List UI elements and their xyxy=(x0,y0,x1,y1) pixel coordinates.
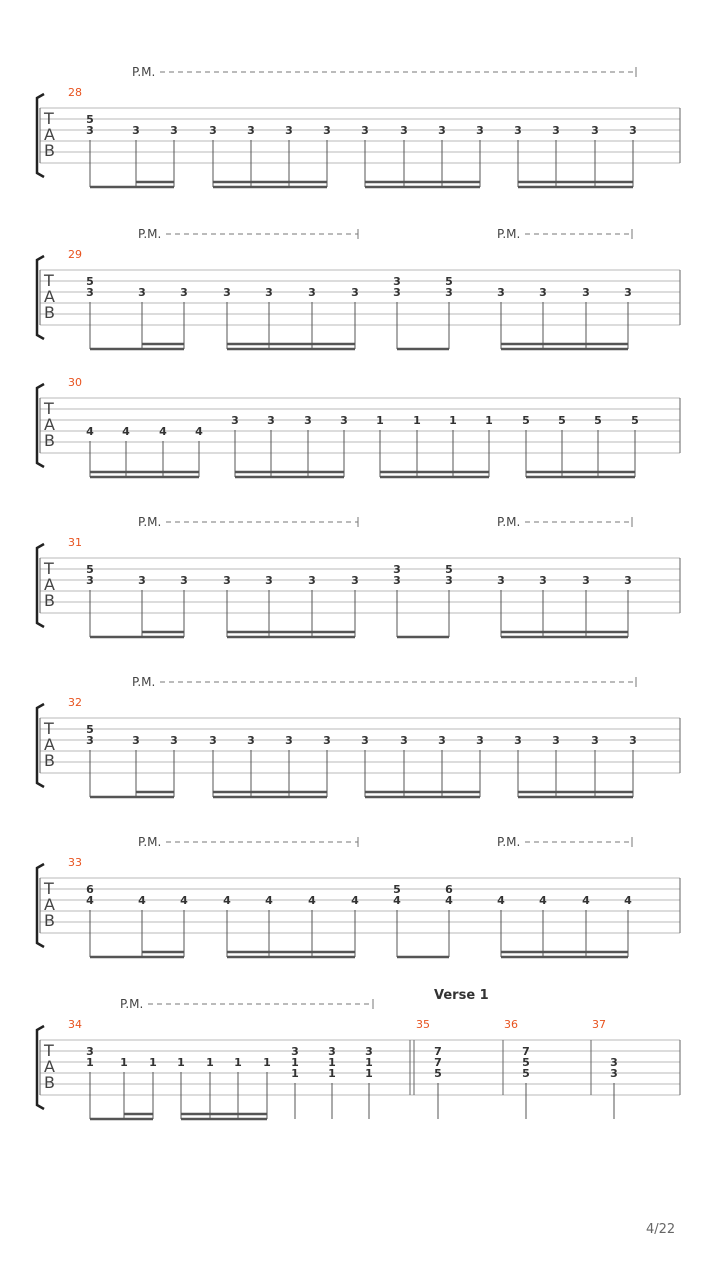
fret-number: 1 xyxy=(86,1056,94,1069)
fret-number: 4 xyxy=(351,894,359,907)
fret-number: 3 xyxy=(304,414,312,427)
tab-letter: T xyxy=(44,1041,54,1060)
tab-letter: B xyxy=(44,141,55,160)
fret-number: 5 xyxy=(86,723,94,736)
fret-number: 3 xyxy=(393,275,401,288)
tab-letter: A xyxy=(44,415,55,434)
fret-number: 3 xyxy=(132,124,140,137)
fret-number: 3 xyxy=(138,574,146,587)
fret-number: 3 xyxy=(308,286,316,299)
fret-number: 4 xyxy=(582,894,590,907)
fret-number: 3 xyxy=(351,286,359,299)
fret-number: 5 xyxy=(631,414,639,427)
fret-number: 3 xyxy=(265,286,273,299)
fret-number: 5 xyxy=(434,1067,442,1080)
fret-number: 1 xyxy=(485,414,493,427)
tab-letter: B xyxy=(44,591,55,610)
fret-number: 5 xyxy=(86,563,94,576)
fret-number: 3 xyxy=(361,734,369,747)
tab-letter: B xyxy=(44,751,55,770)
fret-number: 5 xyxy=(86,275,94,288)
fret-number: 3 xyxy=(552,124,560,137)
fret-number: 7 xyxy=(522,1045,530,1058)
fret-number: 3 xyxy=(629,124,637,137)
palm-mute-label: P.M. xyxy=(120,997,144,1011)
fret-number: 3 xyxy=(86,734,94,747)
fret-number: 4 xyxy=(308,894,316,907)
fret-number: 1 xyxy=(449,414,457,427)
palm-mute-label: P.M. xyxy=(497,227,521,241)
fret-number: 3 xyxy=(308,574,316,587)
fret-number: 3 xyxy=(365,1045,373,1058)
fret-number: 4 xyxy=(159,425,167,438)
measure-number: 31 xyxy=(68,536,82,549)
tab-letter: A xyxy=(44,735,55,754)
tab-letter: T xyxy=(44,399,54,418)
palm-mute-label: P.M. xyxy=(132,65,156,79)
fret-number: 3 xyxy=(539,286,547,299)
fret-number: 3 xyxy=(209,124,217,137)
fret-number: 5 xyxy=(522,1067,530,1080)
fret-number: 3 xyxy=(231,414,239,427)
fret-number: 6 xyxy=(445,883,453,896)
fret-number: 3 xyxy=(445,286,453,299)
measure-number: 29 xyxy=(68,248,82,261)
fret-number: 3 xyxy=(86,286,94,299)
fret-number: 3 xyxy=(180,286,188,299)
fret-number: 1 xyxy=(365,1067,373,1080)
fret-number: 3 xyxy=(86,574,94,587)
fret-number: 3 xyxy=(340,414,348,427)
tab-letter: A xyxy=(44,287,55,306)
tab-letter: B xyxy=(44,431,55,450)
fret-number: 3 xyxy=(209,734,217,747)
tab-letter: B xyxy=(44,1073,55,1092)
fret-number: 3 xyxy=(170,124,178,137)
fret-number: 5 xyxy=(445,275,453,288)
fret-number: 4 xyxy=(393,894,401,907)
fret-number: 3 xyxy=(247,124,255,137)
page-number: 4/22 xyxy=(646,1222,676,1237)
fret-number: 1 xyxy=(177,1056,185,1069)
fret-number: 3 xyxy=(514,734,522,747)
fret-number: 1 xyxy=(234,1056,242,1069)
tab-letter: T xyxy=(44,559,54,578)
fret-number: 3 xyxy=(361,124,369,137)
fret-number: 3 xyxy=(497,574,505,587)
palm-mute-label: P.M. xyxy=(132,675,156,689)
fret-number: 3 xyxy=(328,1045,336,1058)
fret-number: 3 xyxy=(582,574,590,587)
fret-number: 5 xyxy=(445,563,453,576)
fret-number: 3 xyxy=(180,574,188,587)
fret-number: 5 xyxy=(594,414,602,427)
fret-number: 4 xyxy=(445,894,453,907)
fret-number: 3 xyxy=(624,574,632,587)
fret-number: 4 xyxy=(539,894,547,907)
tab-letter: T xyxy=(44,719,54,738)
fret-number: 3 xyxy=(624,286,632,299)
fret-number: 3 xyxy=(610,1056,618,1069)
measure-number: 30 xyxy=(68,376,82,389)
tab-letter: T xyxy=(44,109,54,128)
palm-mute-label: P.M. xyxy=(138,227,162,241)
measure-number: 36 xyxy=(504,1018,518,1031)
fret-number: 3 xyxy=(438,124,446,137)
tab-letter: A xyxy=(44,895,55,914)
fret-number: 3 xyxy=(393,286,401,299)
fret-number: 7 xyxy=(434,1045,442,1058)
tab-letter: A xyxy=(44,575,55,594)
fret-number: 4 xyxy=(223,894,231,907)
fret-number: 5 xyxy=(522,1056,530,1069)
tab-letter: A xyxy=(44,1057,55,1076)
fret-number: 1 xyxy=(120,1056,128,1069)
fret-number: 3 xyxy=(138,286,146,299)
fret-number: 3 xyxy=(323,124,331,137)
fret-number: 7 xyxy=(434,1056,442,1069)
fret-number: 5 xyxy=(393,883,401,896)
fret-number: 4 xyxy=(180,894,188,907)
tab-letter: A xyxy=(44,125,55,144)
measure-number: 28 xyxy=(68,86,82,99)
tab-letter: T xyxy=(44,879,54,898)
fret-number: 3 xyxy=(400,124,408,137)
fret-number: 3 xyxy=(400,734,408,747)
fret-number: 3 xyxy=(438,734,446,747)
fret-number: 1 xyxy=(291,1067,299,1080)
fret-number: 3 xyxy=(132,734,140,747)
measure-number: 32 xyxy=(68,696,82,709)
fret-number: 3 xyxy=(591,124,599,137)
fret-number: 3 xyxy=(86,124,94,137)
fret-number: 3 xyxy=(170,734,178,747)
fret-number: 1 xyxy=(328,1067,336,1080)
fret-number: 3 xyxy=(323,734,331,747)
fret-number: 4 xyxy=(265,894,273,907)
fret-number: 3 xyxy=(610,1067,618,1080)
fret-number: 3 xyxy=(497,286,505,299)
fret-number: 3 xyxy=(285,124,293,137)
fret-number: 3 xyxy=(476,124,484,137)
fret-number: 3 xyxy=(552,734,560,747)
fret-number: 1 xyxy=(413,414,421,427)
fret-number: 3 xyxy=(393,563,401,576)
measure-number: 37 xyxy=(592,1018,606,1031)
palm-mute-label: P.M. xyxy=(138,515,162,529)
fret-number: 1 xyxy=(206,1056,214,1069)
fret-number: 3 xyxy=(591,734,599,747)
fret-number: 3 xyxy=(86,1045,94,1058)
tab-letter: T xyxy=(44,271,54,290)
fret-number: 3 xyxy=(267,414,275,427)
fret-number: 1 xyxy=(365,1056,373,1069)
fret-number: 3 xyxy=(476,734,484,747)
fret-number: 4 xyxy=(86,425,94,438)
fret-number: 6 xyxy=(86,883,94,896)
palm-mute-label: P.M. xyxy=(138,835,162,849)
fret-number: 5 xyxy=(522,414,530,427)
fret-number: 4 xyxy=(195,425,203,438)
fret-number: 3 xyxy=(223,574,231,587)
section-label: Verse 1 xyxy=(434,988,489,1003)
fret-number: 5 xyxy=(558,414,566,427)
fret-number: 3 xyxy=(285,734,293,747)
fret-number: 3 xyxy=(393,574,401,587)
fret-number: 1 xyxy=(263,1056,271,1069)
fret-number: 3 xyxy=(265,574,273,587)
fret-number: 1 xyxy=(328,1056,336,1069)
fret-number: 4 xyxy=(624,894,632,907)
fret-number: 3 xyxy=(247,734,255,747)
fret-number: 3 xyxy=(582,286,590,299)
palm-mute-label: P.M. xyxy=(497,515,521,529)
fret-number: 3 xyxy=(351,574,359,587)
tab-letter: B xyxy=(44,911,55,930)
measure-number: 35 xyxy=(416,1018,430,1031)
measure-number: 33 xyxy=(68,856,82,869)
fret-number: 3 xyxy=(629,734,637,747)
fret-number: 3 xyxy=(539,574,547,587)
fret-number: 5 xyxy=(86,113,94,126)
fret-number: 4 xyxy=(86,894,94,907)
fret-number: 4 xyxy=(138,894,146,907)
fret-number: 3 xyxy=(291,1045,299,1058)
fret-number: 1 xyxy=(376,414,384,427)
fret-number: 3 xyxy=(445,574,453,587)
fret-number: 1 xyxy=(149,1056,157,1069)
measure-number: 34 xyxy=(68,1018,82,1031)
fret-number: 4 xyxy=(497,894,505,907)
fret-number: 3 xyxy=(514,124,522,137)
fret-number: 4 xyxy=(122,425,130,438)
fret-number: 1 xyxy=(291,1056,299,1069)
palm-mute-label: P.M. xyxy=(497,835,521,849)
tab-letter: B xyxy=(44,303,55,322)
fret-number: 3 xyxy=(223,286,231,299)
